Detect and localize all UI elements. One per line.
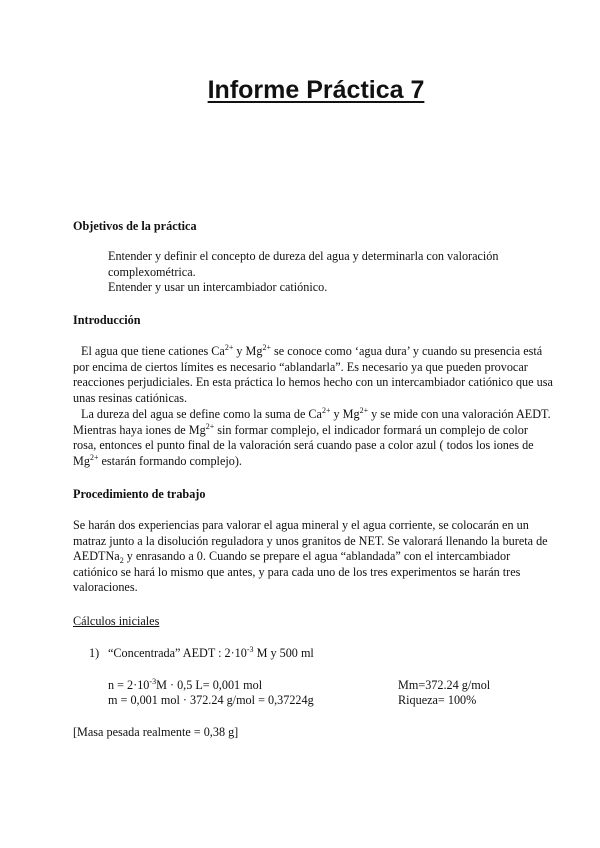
objetivos-item-2: Entender y usar un intercambiador catiónico. [108,280,328,294]
calculos-heading: Cálculos iniciales [73,614,160,628]
objetivos-item-1: Entender y definir el concepto de dureza del agua y determinarla con valoración complexométrica. [108,249,499,279]
calculos-line-mass: m = 0,001 mol · 372.24 g/mol = 0,37224g [108,693,314,707]
calculos-riqueza: Riqueza= 100% [398,693,477,707]
calculos-line-moles: $n = 2\cdot 10^{-3}M \cdot 0,5$ L= 0,001 mol [108,677,263,692]
introduccion-heading: Introducción [73,313,141,327]
calculos-masa-pesada: [Masa pesada realmente = 0,38 g] [73,725,239,739]
calculos-item-concentrada: “Concentrada” AEDT : $2\cdot 10^{-3}$ M y 500 ml [108,645,314,660]
objetivos-heading: Objetivos de la práctica [73,219,197,233]
calculos-molar-mass: Mm=372.24 g/mol [398,678,491,692]
procedimiento-paragraph: Se harán dos experiencias para valorar el agua mineral y el agua corriente, se colocarán en un matraz junto a la disolución reguladora y unos granitos de NET. Se valorará llenando la bureta de AEDTNa$_2$ y enrasando a 0. Cuando se prepare el agua “ablandada” con el intercambiador catiónico se hará lo mismo que antes, y para cada uno de los tres experimentos se harán tres valoraciones. [73,518,548,594]
calculos-item-number: 1) [89,646,100,660]
page-title: Informe Práctica 7 [207,76,425,104]
introduccion-paragraph-1: El agua que tiene cationes $Ca^{2+}$ y $Mg^{2+}$ se conoce como ‘agua dura’ y cuando su presencia está por encima de ciertos límites es necesario “ablandarla”. Es necesario ya que pueden provocar reacciones perjudiciales. En esta práctica lo hemos hecho con un intercambiador catiónico que usa unas resinas catiónicas. [73,343,553,405]
procedimiento-heading: Procedimiento de trabajo [73,487,206,501]
introduccion-paragraph-2: La dureza del agua se define como la suma de $Ca^{2+}$ y $Mg^{2+}$ y se mide con una valoración AEDT. Mientras haya iones de $Mg^{2+}$ sin formar complejo, el indicador formará un complejo de color rosa, entonces el punto final de la valoración será cuando pase a color azul ( todos los iones de $Mg^{2+}$ estarán formando complejo). [73,406,551,468]
